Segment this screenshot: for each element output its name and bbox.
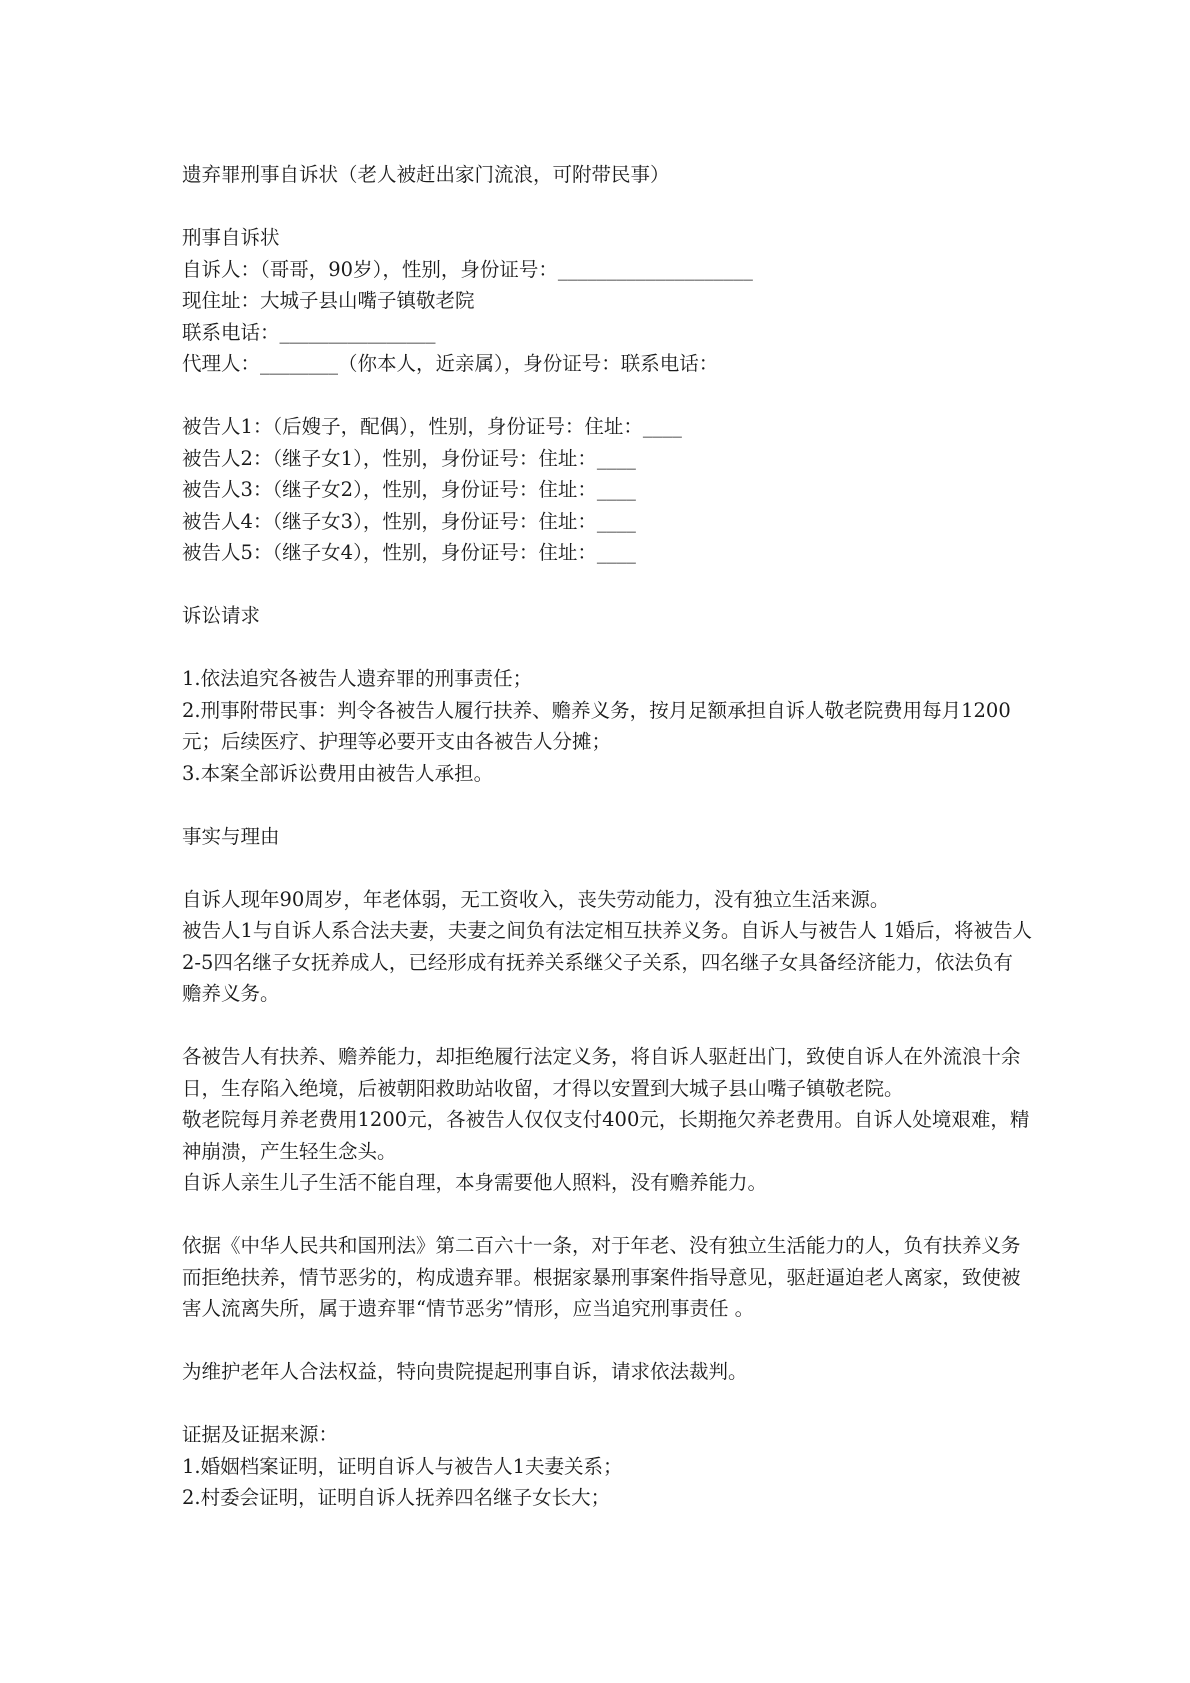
document-heading: 刑事自诉状	[182, 226, 280, 249]
spacer	[182, 789, 1032, 821]
claims-heading: 诉讼请求	[182, 604, 261, 627]
defendant-line: 被告人4：（继子女3），性别，身份证号：住址：____	[182, 509, 636, 533]
conclusion-paragraph: 为维护老年人合法权益，特向贵院提起刑事自诉，请求依法裁判。	[182, 1360, 748, 1383]
facts-paragraph: 被告人1与自诉人系合法夫妻，夫妻之间负有法定相互扶养义务。自诉人与被告人 1婚后，将被告人2-5四名继子女抚养成人，已经形成有抚养关系继父子关系，四名继子女具备经济能力，依法负有赡养义务。	[182, 919, 1033, 1005]
spacer	[182, 632, 1032, 664]
defendant-line: 被告人2：（继子女1），性别，身份证号：住址：____	[182, 446, 636, 470]
claim-item: 3.本案全部诉讼费用由被告人承担。	[182, 761, 494, 785]
legal-basis-paragraph: 依据《中华人民共和国刑法》第二百六十一条，对于年老、没有独立生活能力的人，负有扶养义务而拒绝扶养，情节恶劣的，构成遗弃罪。根据家暴刑事案件指导意见，驱赶逼迫老人离家，致使被害人流离失所，属于遗弃罪“情节恶劣”情形，应当追究刑事责任 。	[182, 1234, 1021, 1320]
claim-item: 1.依法追究各被告人遗弃罪的刑事责任；	[182, 667, 533, 690]
address-line: 现住址：大城子县山嘴子镇敬老院	[182, 289, 475, 312]
facts-paragraph: 自诉人亲生儿子生活不能自理，本身需要他人照料，没有赡养能力。	[182, 1171, 768, 1194]
evidence-item: 2.村委会证明，证明自诉人抚养四名继子女长大；	[182, 1486, 611, 1509]
defendant-line: 被告人3：（继子女2），性别，身份证号：住址：____	[182, 478, 636, 501]
defendant-line: 被告人5：（继子女4），性别，身份证号：住址：____	[182, 541, 636, 564]
spacer	[182, 852, 1032, 884]
phone-line: 联系电话：________________	[182, 320, 436, 344]
spacer	[182, 1199, 1032, 1231]
facts-paragraph: 各被告人有扶养、赡养能力，却拒绝履行法定义务，将自诉人驱赶出门，致使自诉人在外流浪十余日，生存陷入绝境，后被朝阳救助站收留，才得以安置到大城子县山嘴子镇敬老院。	[182, 1045, 1021, 1100]
agent-line: 代理人：________（你本人，近亲属），身份证号：联系电话：	[182, 352, 719, 375]
spacer	[182, 1325, 1032, 1357]
evidence-item: 1.婚姻档案证明，证明自诉人与被告人1夫妻关系；	[182, 1454, 623, 1478]
facts-paragraph: 自诉人现年90周岁，年老体弱，无工资收入，丧失劳动能力，没有独立生活来源。	[182, 887, 890, 911]
evidence-heading: 证据及证据来源：	[182, 1423, 339, 1446]
claim-item: 2.刑事附带民事：判令各被告人履行扶养、赡养义务，按月足额承担自诉人敬老院费用每月1200元；后续医疗、护理等必要开支由各被告人分摊；	[182, 698, 1011, 753]
facts-heading: 事实与理由	[182, 824, 280, 848]
facts-paragraph: 敬老院每月养老费用1200元，各被告人仅仅支付400元，长期拖欠养老费用。自诉人处境艰难，精神崩溃，产生轻生念头。	[182, 1108, 1030, 1163]
spacer	[182, 1388, 1032, 1420]
document-title: 遗弃罪刑事自诉状（老人被赶出家门流浪，可附带民事）	[182, 163, 670, 186]
document-body	[182, 159, 1032, 1514]
defendant-line: 被告人1：（后嫂子，配偶），性别，身份证号：住址：____	[182, 415, 682, 438]
spacer	[182, 1010, 1032, 1042]
spacer	[182, 191, 1032, 223]
spacer	[182, 380, 1032, 412]
plaintiff-line: 自诉人：（哥哥，90岁），性别，身份证号：____________________	[182, 257, 753, 281]
spacer	[182, 569, 1032, 601]
